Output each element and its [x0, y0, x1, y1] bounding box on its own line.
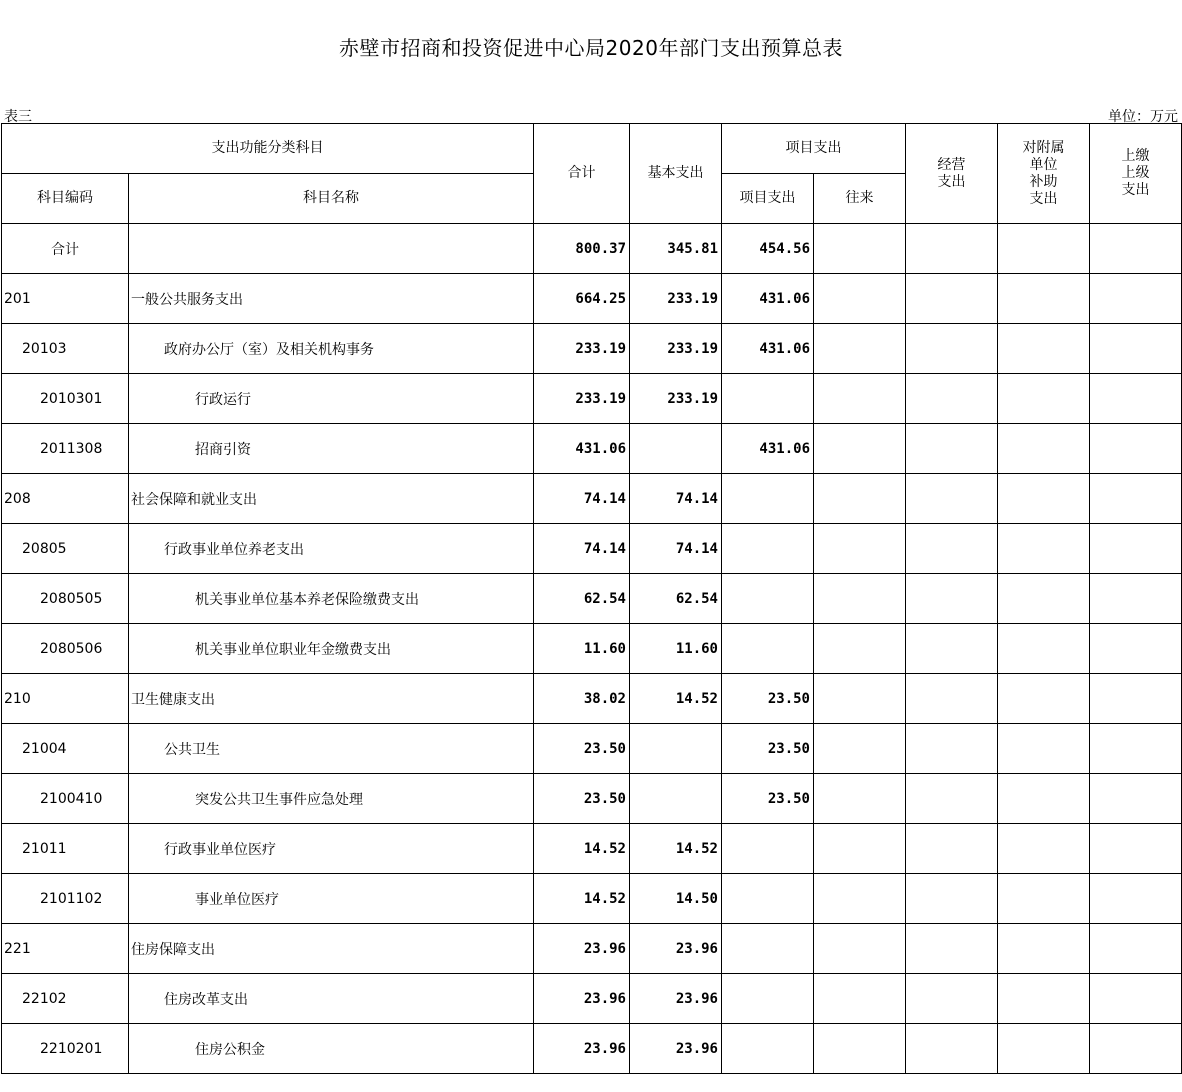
row-operating [906, 524, 998, 574]
row-basic [630, 774, 722, 824]
row-transfer [814, 874, 906, 924]
row-name: 卫生健康支出 [129, 674, 534, 724]
row-project [722, 574, 814, 624]
row-transfer [814, 774, 906, 824]
row-remit [1090, 924, 1182, 974]
row-transfer [814, 524, 906, 574]
row-name: 行政事业单位养老支出 [129, 524, 534, 574]
row-project: 23.50 [722, 674, 814, 724]
row-operating [906, 624, 998, 674]
row-transfer [814, 824, 906, 874]
row-total: 23.50 [534, 724, 630, 774]
row-subsidy [998, 724, 1090, 774]
total-row-label: 合计 [2, 224, 129, 274]
row-basic: 23.96 [630, 924, 722, 974]
row-code: 208 [2, 474, 129, 524]
table-row [2, 774, 1182, 824]
header-subsidy: 对附属 单位 补助 支出 [998, 124, 1090, 224]
row-name: 事业单位医疗 [129, 874, 534, 924]
row-total: 431.06 [534, 424, 630, 474]
header-name: 科目名称 [129, 174, 534, 224]
row-remit [1090, 424, 1182, 474]
row-basic: 233.19 [630, 374, 722, 424]
row-operating [906, 674, 998, 724]
row-subsidy [998, 974, 1090, 1024]
row-remit [1090, 524, 1182, 574]
header-remit: 上缴 上级 支出 [1090, 124, 1182, 224]
row-transfer [814, 924, 906, 974]
total-row-subsidy [998, 224, 1090, 274]
row-subsidy [998, 824, 1090, 874]
table-row [2, 874, 1182, 924]
row-transfer [814, 274, 906, 324]
row-total: 23.50 [534, 774, 630, 824]
row-basic: 62.54 [630, 574, 722, 624]
row-project [722, 874, 814, 924]
row-total: 23.96 [534, 1024, 630, 1074]
row-subsidy [998, 874, 1090, 924]
row-remit [1090, 474, 1182, 524]
row-remit [1090, 574, 1182, 624]
row-name: 公共卫生 [129, 724, 534, 774]
row-subsidy [998, 1024, 1090, 1074]
row-subsidy [998, 774, 1090, 824]
row-code: 2010301 [2, 374, 129, 424]
row-code: 22102 [2, 974, 129, 1024]
unit-label: 单位：万元 [1108, 109, 1178, 125]
row-code: 210 [2, 674, 129, 724]
row-code: 20805 [2, 524, 129, 574]
row-remit [1090, 274, 1182, 324]
row-operating [906, 824, 998, 874]
table-row [2, 474, 1182, 524]
table-row [2, 974, 1182, 1024]
row-code: 20103 [2, 324, 129, 374]
row-operating [906, 274, 998, 324]
row-code: 2101102 [2, 874, 129, 924]
row-total: 74.14 [534, 474, 630, 524]
row-code: 21011 [2, 824, 129, 874]
row-transfer [814, 974, 906, 1024]
row-basic: 11.60 [630, 624, 722, 674]
row-name: 机关事业单位职业年金缴费支出 [129, 624, 534, 674]
row-name: 行政事业单位医疗 [129, 824, 534, 874]
table-row [2, 274, 1182, 324]
row-basic: 74.14 [630, 524, 722, 574]
row-transfer [814, 424, 906, 474]
row-remit [1090, 974, 1182, 1024]
row-remit [1090, 874, 1182, 924]
row-remit [1090, 724, 1182, 774]
total-row-name [129, 224, 534, 274]
table-row [2, 574, 1182, 624]
row-project: 431.06 [722, 324, 814, 374]
row-operating [906, 874, 998, 924]
row-basic: 14.50 [630, 874, 722, 924]
row-project: 431.06 [722, 424, 814, 474]
row-name: 政府办公厅（室）及相关机构事务 [129, 324, 534, 374]
row-transfer [814, 1024, 906, 1074]
row-transfer [814, 324, 906, 374]
row-project: 23.50 [722, 724, 814, 774]
table-row [2, 674, 1182, 724]
row-project [722, 374, 814, 424]
table-row [2, 324, 1182, 374]
row-basic: 23.96 [630, 1024, 722, 1074]
row-remit [1090, 374, 1182, 424]
row-project [722, 824, 814, 874]
total-row-basic: 345.81 [630, 224, 722, 274]
total-row-transfer [814, 224, 906, 274]
row-remit [1090, 774, 1182, 824]
header-project: 项目支出 [722, 174, 814, 224]
row-operating [906, 974, 998, 1024]
row-name: 招商引资 [129, 424, 534, 474]
row-total: 23.96 [534, 924, 630, 974]
row-operating [906, 574, 998, 624]
row-transfer [814, 374, 906, 424]
row-operating [906, 374, 998, 424]
row-basic [630, 724, 722, 774]
row-subsidy [998, 324, 1090, 374]
table-body [2, 224, 1182, 1074]
row-code: 2100410 [2, 774, 129, 824]
table-row [2, 374, 1182, 424]
row-code: 2080506 [2, 624, 129, 674]
header-operating: 经营 支出 [906, 124, 998, 224]
row-basic: 233.19 [630, 324, 722, 374]
total-row-operating [906, 224, 998, 274]
table-row [2, 624, 1182, 674]
total-row [2, 224, 1182, 274]
total-row-remit [1090, 224, 1182, 274]
table-row [2, 924, 1182, 974]
row-operating [906, 474, 998, 524]
row-total: 11.60 [534, 624, 630, 674]
row-project [722, 924, 814, 974]
row-transfer [814, 624, 906, 674]
row-transfer [814, 474, 906, 524]
table-header [2, 124, 1182, 224]
row-basic [630, 424, 722, 474]
row-total: 233.19 [534, 324, 630, 374]
row-subsidy [998, 524, 1090, 574]
row-name: 社会保障和就业支出 [129, 474, 534, 524]
header-transfer: 往来 [814, 174, 906, 224]
row-total: 74.14 [534, 524, 630, 574]
row-subsidy [998, 924, 1090, 974]
header-total: 合计 [534, 124, 630, 224]
row-subsidy [998, 474, 1090, 524]
row-subsidy [998, 624, 1090, 674]
row-total: 14.52 [534, 874, 630, 924]
header-project-group: 项目支出 [722, 124, 906, 174]
header-func-class: 支出功能分类科目 [2, 124, 534, 174]
row-total: 233.19 [534, 374, 630, 424]
row-remit [1090, 674, 1182, 724]
row-total: 664.25 [534, 274, 630, 324]
table-number: 表三 [4, 109, 32, 125]
row-remit [1090, 624, 1182, 674]
row-project: 23.50 [722, 774, 814, 824]
budget-table [1, 123, 1182, 1074]
table-row [2, 724, 1182, 774]
page-title: 赤壁市招商和投资促进中心局2020年部门支出预算总表 [339, 36, 843, 60]
total-row-project: 454.56 [722, 224, 814, 274]
row-project [722, 974, 814, 1024]
row-name: 住房改革支出 [129, 974, 534, 1024]
table-row [2, 1024, 1182, 1074]
row-subsidy [998, 424, 1090, 474]
row-basic: 233.19 [630, 274, 722, 324]
row-name: 住房保障支出 [129, 924, 534, 974]
row-code: 221 [2, 924, 129, 974]
row-subsidy [998, 374, 1090, 424]
row-basic: 14.52 [630, 824, 722, 874]
row-code: 21004 [2, 724, 129, 774]
row-code: 2080505 [2, 574, 129, 624]
row-subsidy [998, 674, 1090, 724]
total-row-total: 800.37 [534, 224, 630, 274]
row-subsidy [998, 274, 1090, 324]
row-name: 机关事业单位基本养老保险缴费支出 [129, 574, 534, 624]
row-project [722, 624, 814, 674]
header-basic: 基本支出 [630, 124, 722, 224]
row-code: 201 [2, 274, 129, 324]
row-operating [906, 324, 998, 374]
row-total: 23.96 [534, 974, 630, 1024]
row-total: 62.54 [534, 574, 630, 624]
row-project [722, 524, 814, 574]
row-name: 住房公积金 [129, 1024, 534, 1074]
row-remit [1090, 824, 1182, 874]
row-project: 431.06 [722, 274, 814, 324]
row-operating [906, 1024, 998, 1074]
row-subsidy [998, 574, 1090, 624]
table-row [2, 424, 1182, 474]
row-operating [906, 724, 998, 774]
row-operating [906, 424, 998, 474]
row-name: 行政运行 [129, 374, 534, 424]
row-operating [906, 924, 998, 974]
row-transfer [814, 674, 906, 724]
header-code: 科目编码 [2, 174, 129, 224]
row-basic: 14.52 [630, 674, 722, 724]
row-code: 2210201 [2, 1024, 129, 1074]
row-basic: 23.96 [630, 974, 722, 1024]
row-basic: 74.14 [630, 474, 722, 524]
table-row [2, 524, 1182, 574]
row-total: 38.02 [534, 674, 630, 724]
table-row [2, 824, 1182, 874]
row-transfer [814, 724, 906, 774]
row-remit [1090, 324, 1182, 374]
row-name: 突发公共卫生事件应急处理 [129, 774, 534, 824]
row-operating [906, 774, 998, 824]
row-project [722, 1024, 814, 1074]
row-name: 一般公共服务支出 [129, 274, 534, 324]
row-transfer [814, 574, 906, 624]
row-remit [1090, 1024, 1182, 1074]
row-code: 2011308 [2, 424, 129, 474]
row-total: 14.52 [534, 824, 630, 874]
row-project [722, 474, 814, 524]
